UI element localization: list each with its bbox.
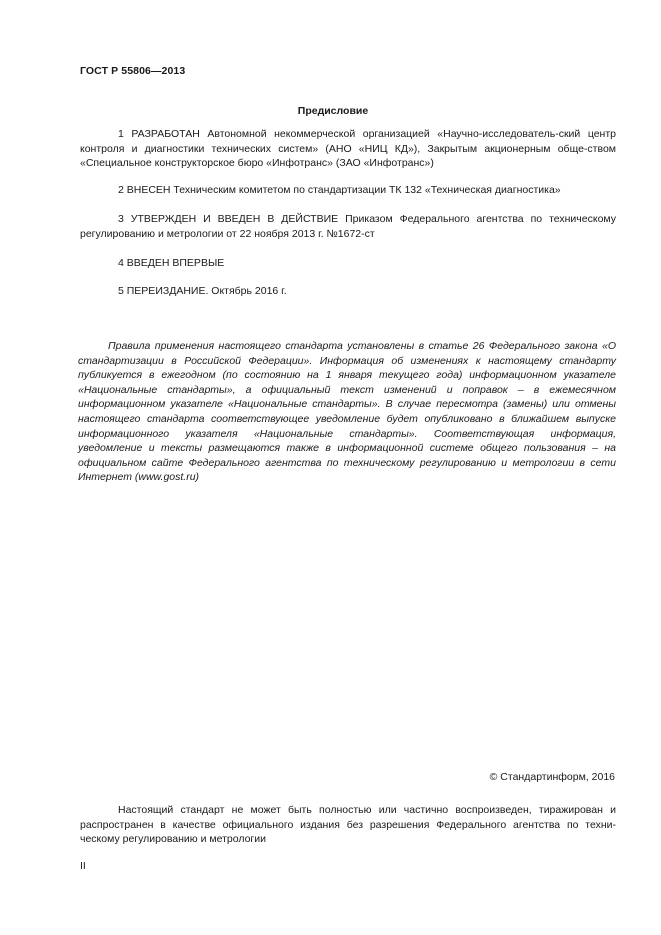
preface-item-5: 5 ПЕРЕИЗДАНИЕ. Октябрь 2016 г. [118, 285, 287, 297]
copyright-line: © Стандартинформ, 2016 [489, 771, 615, 783]
preface-title: Предисловие [297, 105, 369, 117]
preface-item-3: 3 УТВЕРЖДЕН И ВВЕДЕН В ДЕЙСТВИЕ Приказом Федерального агентства по техническому регулированию и метрологии от 22 ноября 2013 г. №1672-ст [80, 213, 616, 240]
preface-item-4: 4 ВВЕДЕН ВПЕРВЫЕ [118, 257, 225, 269]
standard-usage-notice: Правила применения настоящего стандарта установлены в статье 26 Федерального закона «О стандартизации в Российской Федерации». Информация об изменениях к настоящему стандарту публикуется в ежегодном (по состоянию на 1 января текущего года) информационном указателе «Национальные стандарты», а официальный текст изменений и поправок – в ежемесячном информационном указателе «Национальные стандарты». В случае пересмотра (замены) или отмены настоящего стандарта соответствующее уведомление будет опубликовано в ближайшем выпуске информационного указателя «Национальные стандарты». Соответствующая информация, уведомление и тексты размещаются также в информационной системе общего пользования – на официальном сайте Федерального агентства по техническому регулированию и метрологии в сети Интернет (www.gost.ru) [78, 340, 616, 484]
document-id-header: ГОСТ Р 55806—2013 [80, 65, 186, 77]
page-number: II [80, 860, 86, 872]
preface-item-2: 2 ВНЕСЕН Техническим комитетом по стандартизации ТК 132 «Техническая диагностика» [118, 184, 561, 196]
reproduction-notice: Настоящий стандарт не может быть полностью или частично воспроизведен, тиражирован и распространен в качестве официального издания без разрешения Федерального агентства по техни-ческому регулированию и метрологии [80, 804, 616, 846]
preface-item-1: 1 РАЗРАБОТАН Автономной некоммерческой организацией «Научно-исследователь-ский центр контроля и диагностики технических систем» (АНО «НИЦ КД»), Закрытым акционерным обще-ством «Специальное конструкторское бюро «Инфотранс» (ЗАО «Инфотранс») [80, 128, 616, 170]
